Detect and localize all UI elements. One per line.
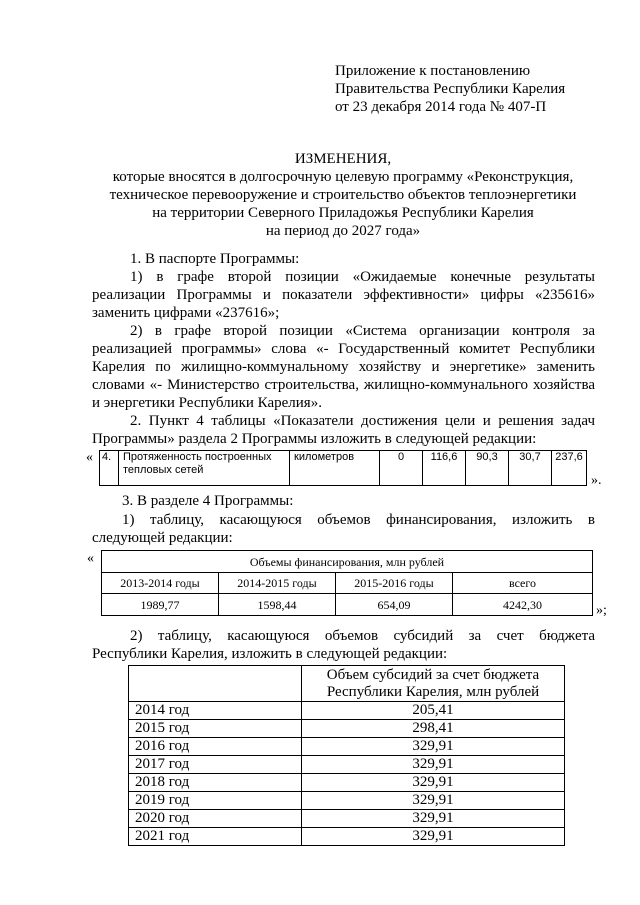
section1-p1-line-2: реализации Программы и показатели эффективности» цифры «235616» xyxy=(92,287,595,303)
indicator-value: 0 xyxy=(380,451,423,486)
table-row xyxy=(129,666,565,702)
subsidies-value: 329,91 xyxy=(302,792,565,810)
indicator-value: 237,6 xyxy=(552,451,587,486)
title-line-1: которые вносятся в долгосрочную целевую программу «Реконструкция, xyxy=(112,169,574,185)
table-row xyxy=(129,756,565,774)
appendix-line-2: Правительства Республики Карелия xyxy=(335,81,566,97)
subsidies-year: 2021 год xyxy=(129,828,302,846)
subsidies-year: 2017 год xyxy=(129,756,302,774)
section2-open-quote: « xyxy=(86,450,93,465)
section3-open-quote: « xyxy=(87,551,94,566)
section3-p1-line-1: 1) таблицу, касающуюся объемов финансирования, изложить в xyxy=(122,512,595,528)
table-row xyxy=(129,792,565,810)
table-row xyxy=(129,774,565,792)
section1-p2-line-5: и энергетики Республики Карелия». xyxy=(92,395,322,411)
financing-column-header: 2015-2016 годы xyxy=(336,573,453,594)
table-row xyxy=(100,451,587,486)
section1-p2-line-4: словами «- Министерство строительства, жилищно-коммунального хозяйства xyxy=(92,377,595,393)
subsidies-value: 205,41 xyxy=(302,702,565,720)
financing-column-header: 2013-2014 годы xyxy=(102,573,219,594)
section1-p2-line-1: 2) в графе второй позиции «Система организации контроля за xyxy=(130,323,595,339)
title-line-2: техническое перевооружение и строительство объектов теплоэнергетики xyxy=(109,187,577,203)
subsidies-year: 2014 год xyxy=(129,702,302,720)
indicator-unit: километров xyxy=(290,451,380,486)
title-line-3: на территории Северного Приладожья Республики Карелия xyxy=(152,205,534,221)
section2-close-quote: ». xyxy=(591,473,602,488)
section2-line-1: 2. Пункт 4 таблицы «Показатели достижения цели и решения задач xyxy=(130,413,595,429)
table-row xyxy=(129,720,565,738)
section3-close-quote: »; xyxy=(596,603,607,618)
subsidies-value: 329,91 xyxy=(302,828,565,846)
subsidies-header-line-1: Объем субсидий за счет бюджета xyxy=(326,666,540,683)
document-heading: ИЗМЕНЕНИЯ, xyxy=(294,151,392,167)
table-row xyxy=(102,594,593,616)
appendix-line-1: Приложение к постановлению xyxy=(335,63,531,79)
subsidies-year: 2015 год xyxy=(129,720,302,738)
financing-value: 4242,30 xyxy=(453,594,593,616)
financing-column-header: всего xyxy=(453,573,593,594)
table-row xyxy=(129,828,565,846)
table-row xyxy=(129,702,565,720)
section2-line-2: Программы» раздела 2 Программы изложить в следующей редакции: xyxy=(92,431,537,447)
indicator-table xyxy=(99,450,587,486)
subsidies-value: 329,91 xyxy=(302,738,565,756)
section1-p1-line-3: заменить цифрами «237616»; xyxy=(92,305,280,321)
table-row xyxy=(102,573,593,594)
subsidies-value: 329,91 xyxy=(302,756,565,774)
indicator-num: 4. xyxy=(100,451,119,486)
subsidies-year: 2018 год xyxy=(129,774,302,792)
table-row xyxy=(129,738,565,756)
financing-value: 654,09 xyxy=(336,594,453,616)
indicator-value: 30,7 xyxy=(509,451,552,486)
section1-p2-line-3: Карелия по жилищно-коммунальному хозяйству и энергетике» заменить xyxy=(92,359,595,375)
section1-heading: 1. В паспорте Программы: xyxy=(130,251,300,267)
financing-header: Объемы финансирования, млн рублей xyxy=(102,551,593,573)
table-row xyxy=(102,551,593,573)
subsidies-value: 329,91 xyxy=(302,810,565,828)
section1-p1-line-1: 1) в графе второй позиции «Ожидаемые конечные результаты xyxy=(130,269,595,285)
subsidies-year: 2016 год xyxy=(129,738,302,756)
subsidies-year-header xyxy=(129,666,302,702)
subsidies-year: 2020 год xyxy=(129,810,302,828)
subsidies-table xyxy=(128,665,565,846)
indicator-value: 116,6 xyxy=(423,451,466,486)
section1-p2-line-2: реализацией программы» слова «- Государственный комитет Республики xyxy=(92,341,595,357)
indicator-value: 90,3 xyxy=(466,451,509,486)
subsidies-header-line-2: Республики Карелия, млн рублей xyxy=(326,683,540,700)
table-row xyxy=(129,810,565,828)
subsidies-year: 2019 год xyxy=(129,792,302,810)
section3-heading: 3. В разделе 4 Программы: xyxy=(122,493,294,509)
section3-p2-line-1: 2) таблицу, касающуюся объемов субсидий за счет бюджета xyxy=(130,628,595,644)
financing-table xyxy=(101,550,593,616)
section3-p1-line-2: следующей редакции: xyxy=(92,530,233,546)
financing-value: 1598,44 xyxy=(219,594,336,616)
subsidies-value: 329,91 xyxy=(302,774,565,792)
financing-value: 1989,77 xyxy=(102,594,219,616)
financing-column-header: 2014-2015 годы xyxy=(219,573,336,594)
section3-p2-line-2: Республики Карелия, изложить в следующей редакции: xyxy=(92,646,448,662)
subsidies-value: 298,41 xyxy=(302,720,565,738)
title-line-4: на период до 2027 года» xyxy=(265,223,421,239)
indicator-name: Протяженность построенных тепловых сетей xyxy=(119,451,290,486)
appendix-line-3: от 23 декабря 2014 года № 407-П xyxy=(335,99,547,115)
subsidies-value-header xyxy=(302,666,565,702)
